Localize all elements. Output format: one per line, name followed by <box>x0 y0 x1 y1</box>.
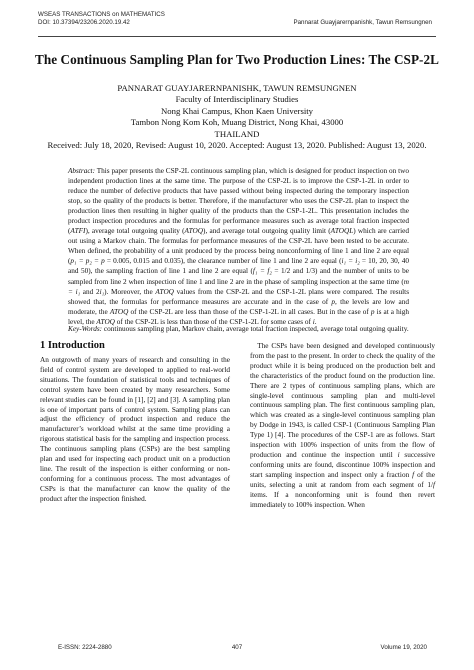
intro-left-column: An outgrowth of many years of research and consulting in the field of control system are developed to applied to real-world situations. The foundation of statistical tools and techniques of control system have been created by many researchers. Some relevant studies can be found in [1], [2] and [3]. A sampling plan is one of important parts of control system. Sampling plans can adjust the efficiency of product inspection and reduce the manufacturer’s workload whilst at the same time providing a rigorous statistical basis for the sampling and inspection process. The continuous sampling plans (CSPs) are the best sampling plan and used for inspecting each product unit on a production line. The result of the inspection is either conforming or non-conforming for a continuous process. The most advantages of CSPs is that the manufacturer can know the quality of the product after the inspection finished. <box>40 356 230 503</box>
author-names: PANNARAT GUAYJARERNPANISHK, TAWUN REMSUNGNEN <box>117 83 357 93</box>
section-heading: 1 Introduction <box>40 340 105 351</box>
keywords-label: Key-Words: <box>68 325 103 333</box>
author-block <box>0 83 474 140</box>
issn: E-ISSN: 2224-2880 <box>58 644 112 651</box>
publication-dates: Received: July 18, 2020, Revised: August 10, 2020. Accepted: August 13, 2020. Published: August 13, 2020. <box>47 140 427 150</box>
keywords: Key-Words: continuous sampling plan, Markov chain, average total fraction inspected, average total outgoing quality. <box>68 325 409 333</box>
author-faculty: Faculty of Interdisciplinary Studies <box>175 94 299 105</box>
page-number: 407 <box>231 644 243 651</box>
abstract: Abstract: This paper presents the CSP-2L continuous sampling plan, which is designed for product inspection on two independent production lines at the same time. The purpose of the CSP-2L is to improve the CSP-1-2L in order to reduce the number of defective products that have passed without being inspected during the temporary inspection stop, so the quality of the products is better. Therefore, if the manufacturer who uses the CSP-2L plan to inspect the production lines then resulting in higher quality of the products than the CSP-1-2L. This presentation includes the product inspection procedures and the formulas for performance measures such as average total fraction inspected (ATFI), average total outgoing quality (ATOQ), and average total outgoing quality limit (ATOQL) which are carried out using a Markov chain. The formulas for performance measures of the CSP-2L have been tested to be accurate. When defined, the probability of a unit produced by the process being nonconforming of line 1 and line 2 are equal (p₁ = p₂ = p = 0.005, 0.015 and 0.035), the clearance number of line 1 and line 2 are equal (i₁ = i₂ = 10, 20, 30, 40 and 50), the sampling fraction of line 1 and line 2 are equal (f₁ = f₂ = 1/2 and 1/3) and the number of units to be sampled from line 2 when inspection of line 1 and line 2 are in the phase of sampling inspection at the same time (m = i₁ and 2i₁). Moreover, the ATOQ values from the CSP-2L and the CSP-1-2L plans were compared. The results showed that, the formulas for performance measures are accurate and in the case of p, the levels are low and moderate, the ATOQ of the CSP-2L are less than those of the CSP-1-2L in all cases. But in the case of p is at a high level, the ATOQ of the CSP-2L is less than those of the CSP-1-2L for some cases of i. <box>68 167 410 326</box>
running-authors: Pannarat Guayjarernpanishk, Tawun Remsungnen <box>293 19 432 26</box>
abstract-label: Abstract: <box>68 167 95 175</box>
header-divider <box>38 36 436 37</box>
volume: Volume 19, 2020 <box>380 644 427 651</box>
journal-name: WSEAS TRANSACTIONS on MATHEMATICS <box>38 11 165 18</box>
intro-right-column: The CSPs have been designed and developed continuously from the past to the present. In order to check the quality of the product while it is being produced on the production belt and the characteristics of the product found on the production line. There are 2 types of continuous sampling plans, which are single-level continuous sampling plan and multi-level continuous sampling plan. The first continuous sampling plan, which was created as a single-level continuous sampling plan by Dodge in 1943, is called CSP-1 (Continuous Sampling Plan Type 1) [4]. The procedures of the CSP-1 are as follows. Start inspection with 100% inspection of units from the flow of production and continue the inspection until i successive conforming units are found, discontinue 100% inspection and start sampling inspection and inspect only a fraction f of the units, selecting a unit at random from each segment of 1/f items. If a nonconforming unit is found then revert immediately to 100% inspection. When <box>250 342 435 509</box>
journal-header <box>38 11 165 28</box>
author-address: Tambon Nong Kom Koh, Muang District, Nong Khai, 43000 <box>130 117 344 128</box>
doi[interactable]: DOI: 10.37394/23206.2020.19.42 <box>38 19 130 27</box>
paper-title: The Continuous Sampling Plan for Two Production Lines: The CSP-2L <box>35 52 439 67</box>
author-campus: Nong Khai Campus, Khon Kaen University <box>160 105 313 116</box>
author-country: THAILAND <box>214 128 260 139</box>
